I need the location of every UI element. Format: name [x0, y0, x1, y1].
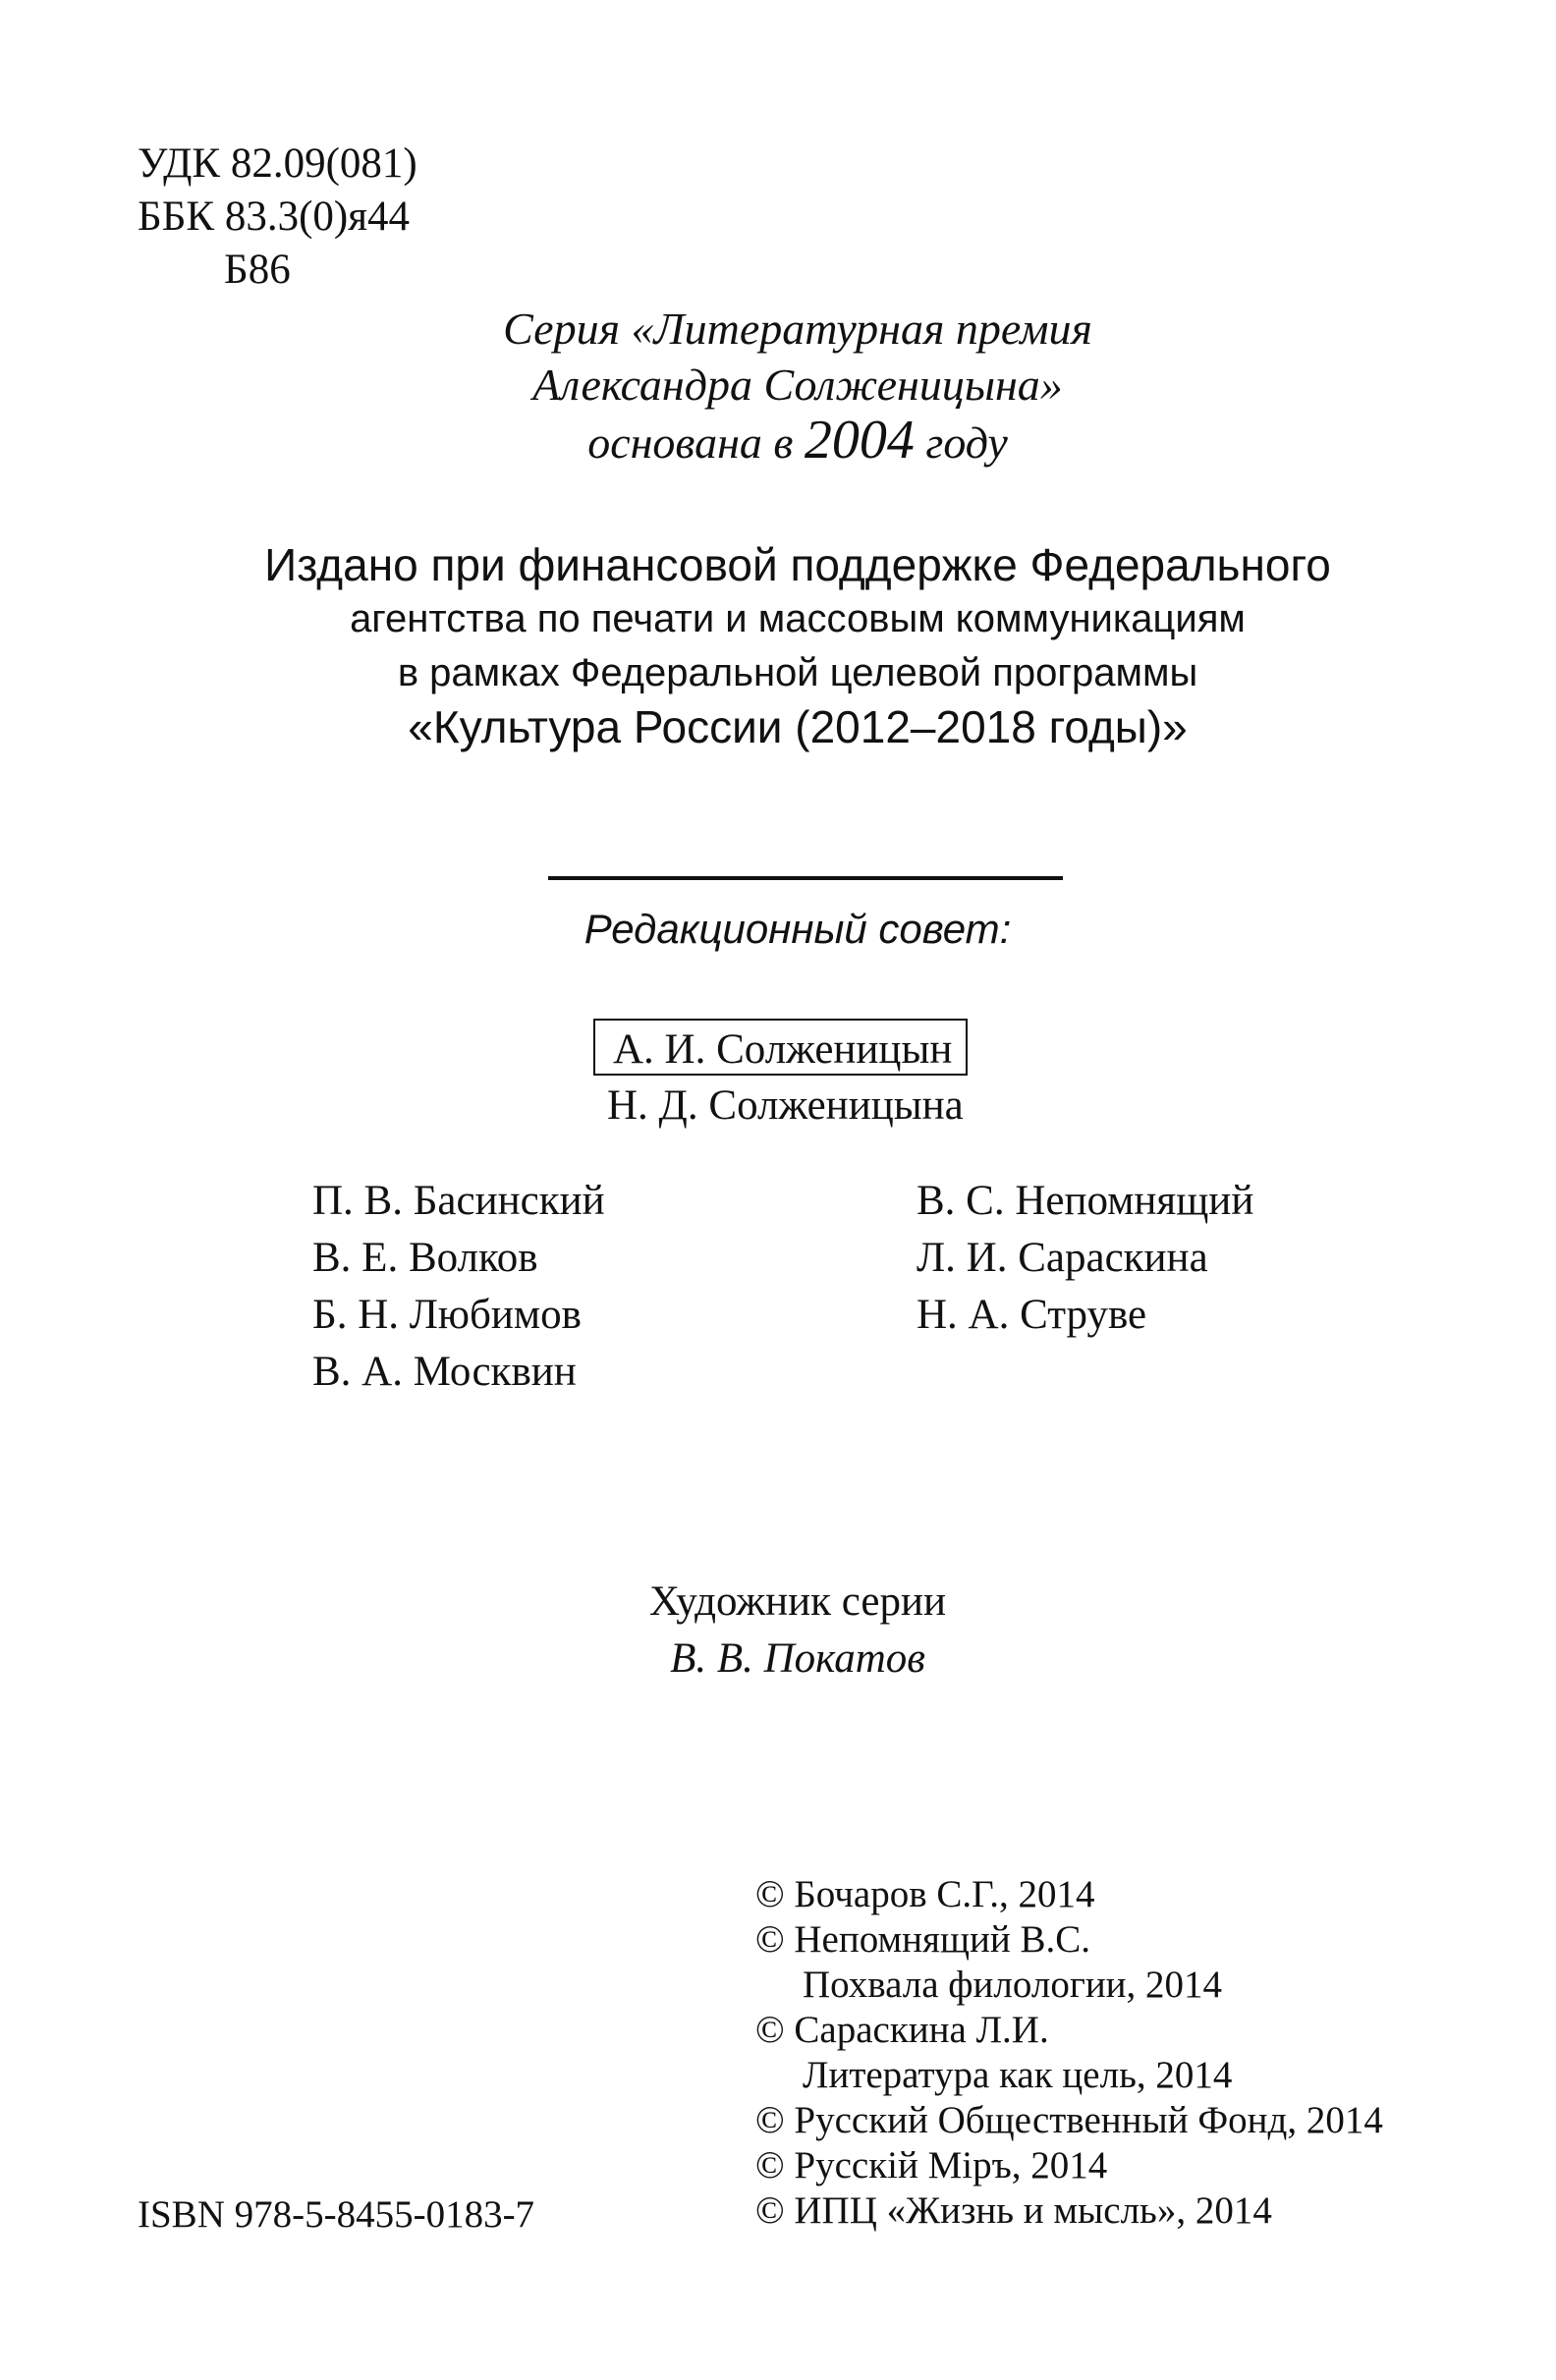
series-line-3-prefix: основана в: [587, 417, 805, 468]
board-right-column: [917, 1173, 1253, 1344]
copyright-line: © Бочаров С.Г., 2014: [755, 1873, 1095, 1915]
copyright-line-continued: Литература как цель, 2014: [803, 2054, 1233, 2096]
copyright-line-continued: Похвала филологии, 2014: [803, 1964, 1223, 2006]
series-line-3-suffix: году: [914, 417, 1008, 468]
copyright-block: [755, 1872, 1383, 2234]
board-left-column: [312, 1173, 605, 1401]
artist-label: Художник серии: [649, 1578, 946, 1625]
series-line-2: Александра Солженицына»: [532, 360, 1063, 410]
copyright-line: © Русскiй Мiръ, 2014: [755, 2144, 1108, 2186]
author-mark: Б86: [224, 247, 291, 293]
board-member-second: Н. Д. Солженицына: [607, 1082, 964, 1129]
funding-line-1: Издано при финансовой поддержке Федерального: [264, 539, 1331, 590]
funding-line-3: в рамках Федеральной целевой программы: [397, 651, 1198, 694]
funding-statement: [0, 538, 1556, 754]
copyright-line: © Сараскина Л.И.: [755, 2009, 1049, 2051]
series-line-3: [39, 410, 1556, 470]
board-member: Л. И. Сараскина: [917, 1235, 1208, 1281]
isbn: ISBN 978-5-8455-0183-7: [138, 2193, 535, 2236]
board-member: В. Е. Волков: [312, 1235, 538, 1281]
series-line-1: Серия «Литературная премия: [503, 304, 1092, 354]
bbk-code: ББК 83.3(0)я44: [138, 194, 410, 240]
editorial-board-title: Редакционный совет:: [584, 906, 1012, 952]
artist-name: В. В. Покатов: [670, 1635, 925, 1682]
board-member: Б. Н. Любимов: [312, 1292, 582, 1338]
copyright-line: © ИПЦ «Жизнь и мысль», 2014: [755, 2189, 1272, 2232]
series-artist: [0, 1574, 1556, 1688]
series-note: [0, 301, 1556, 470]
board-member: В. А. Москвин: [312, 1349, 577, 1395]
copyright-line: © Непомнящий В.С.: [755, 1918, 1091, 1961]
funding-line-2: агентства по печати и массовым коммуникациям: [350, 597, 1246, 640]
board-member: В. С. Непомнящий: [917, 1178, 1254, 1224]
classification-block: [138, 138, 417, 297]
copyright-line: © Русский Общественный Фонд, 2014: [755, 2099, 1383, 2141]
board-member: П. В. Басинский: [312, 1178, 605, 1224]
udk-code: УДК 82.09(081): [138, 140, 417, 187]
boxed-board-member: А. И. Солженицын: [593, 1019, 968, 1076]
board-member: Н. А. Струве: [917, 1292, 1147, 1338]
divider-rule: [548, 876, 1063, 880]
funding-line-4: «Культура России (2012–2018 годы)»: [408, 701, 1188, 752]
series-founding-year: 2004: [804, 410, 915, 470]
